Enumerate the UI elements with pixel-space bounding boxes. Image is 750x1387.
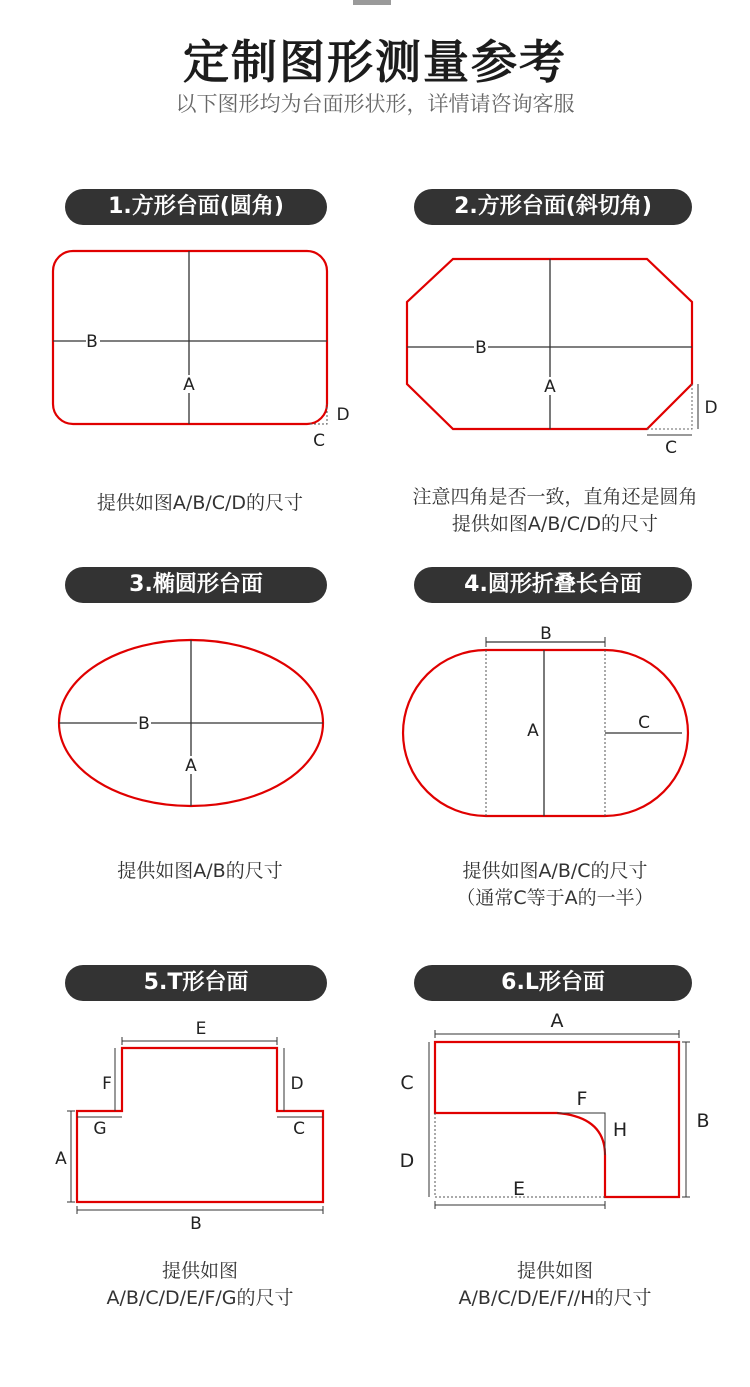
- mark-d: D: [399, 1150, 415, 1172]
- mark-d: D: [336, 405, 350, 425]
- section-2-caption: 注意四角是否一致，直角还是圆角 提供如图A/B/C/D的尺寸: [412, 486, 698, 535]
- mark-d: D: [290, 1074, 304, 1094]
- mark-e: E: [195, 1019, 207, 1039]
- mark-a: A: [544, 377, 556, 397]
- mark-b: B: [696, 1110, 710, 1132]
- l-shape: [435, 1042, 679, 1197]
- mark-h: H: [612, 1119, 628, 1141]
- section-3-caption: 提供如图A/B的尺寸: [117, 860, 283, 882]
- section-6-title: 6.L形台面: [414, 965, 692, 1001]
- mark-d: D: [704, 398, 718, 418]
- mark-c: C: [638, 713, 650, 733]
- mark-b: B: [190, 1214, 202, 1234]
- section-6-caption: 提供如图 A/B/C/D/E/F//H的尺寸: [458, 1260, 652, 1309]
- section-6-diagram: [385, 1005, 730, 1230]
- page-title: 定制图形测量参考: [183, 35, 567, 89]
- mark-a: A: [550, 1010, 564, 1032]
- section-5-diagram: [40, 1010, 350, 1235]
- mark-b: B: [540, 624, 552, 644]
- mark-a: A: [55, 1149, 67, 1169]
- section-4-title: 4.圆形折叠长台面: [414, 567, 692, 603]
- section-4-diagram: [400, 620, 700, 830]
- mark-c: C: [665, 438, 677, 458]
- mark-c: C: [293, 1119, 305, 1139]
- mark-f: F: [576, 1088, 588, 1110]
- mark-f: F: [102, 1074, 112, 1094]
- mark-c: C: [313, 431, 325, 451]
- top-divider: [353, 0, 391, 5]
- section-4-caption: 提供如图A/B/C的尺寸 （通常C等于A的一半）: [456, 860, 654, 909]
- mark-a: A: [527, 721, 539, 741]
- section-1-caption: 提供如图A/B/C/D的尺寸: [96, 492, 304, 514]
- section-2-title: 2.方形台面(斜切角): [414, 189, 692, 225]
- section-1-diagram: [40, 240, 360, 460]
- section-1-title: 1.方形台面(圆角): [65, 189, 327, 225]
- mark-b: B: [475, 338, 487, 358]
- mark-e: E: [512, 1178, 526, 1200]
- mark-a: A: [183, 375, 195, 395]
- section-5-title: 5.T形台面: [65, 965, 327, 1001]
- section-3-title: 3.椭圆形台面: [65, 567, 327, 603]
- mark-g: G: [93, 1119, 107, 1139]
- mark-a: A: [185, 756, 197, 776]
- mark-b: B: [86, 332, 98, 352]
- section-5-caption: 提供如图 A/B/C/D/E/F/G的尺寸: [106, 1260, 294, 1309]
- mark-c: C: [400, 1072, 414, 1094]
- page-subtitle: 以下图形均为台面形状形，详情请咨询客服: [175, 92, 575, 116]
- t-shape: [77, 1048, 323, 1202]
- section-3-diagram: [40, 630, 340, 820]
- section-2-diagram: [395, 245, 735, 465]
- mark-b: B: [138, 714, 150, 734]
